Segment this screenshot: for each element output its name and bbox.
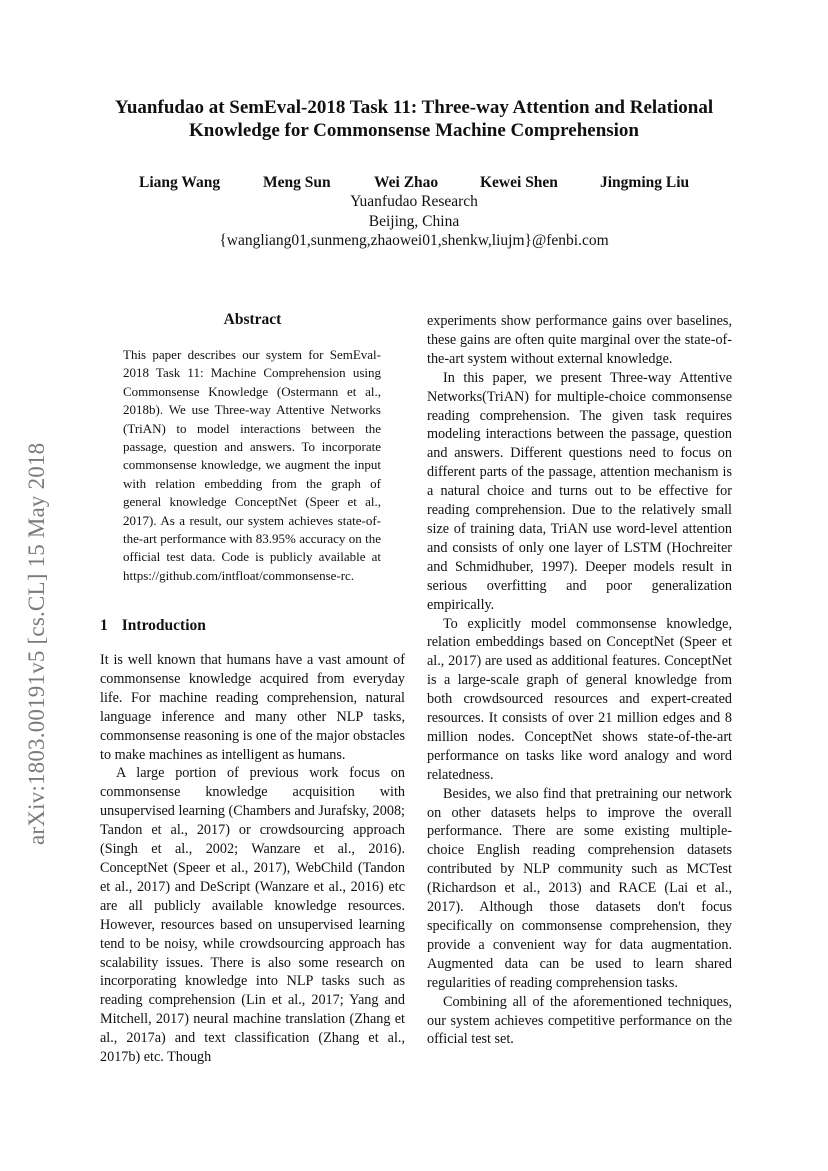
- paragraph: It is well known that humans have a vast amount of commonsense knowledge acquired from everyday life. For machine reading comprehension, natural language inference and many other NLP tasks, commonsense reasoning is one of the major obstacles to make machines as intelligent as humans.: [100, 652, 405, 763]
- section-number: 1: [100, 617, 108, 634]
- section-heading: [100, 617, 206, 635]
- section-title: Introduction: [121, 617, 206, 634]
- author-name: Liang Wang: [139, 174, 221, 191]
- paragraph: To explicitly model commonsense knowledge, relation embeddings based on ConceptNet (Speer et al., 2017) are used as additional features. ConceptNet is a large-scale graph of general knowledge from both crowdsourced resources and expert-created resources. It consists of over 21 million edges and 8 million nodes. ConceptNet shows state-of-the-art performance on tasks like word analogy and word relatedness.: [427, 615, 732, 783]
- paragraph: Combining all of the aforementioned techniques, our system achieves competitive performance on the official test set.: [427, 993, 732, 1048]
- author-name: Wei Zhao: [374, 174, 439, 191]
- title-line-1: Yuanfudao at SemEval-2018 Task 11: Three-way Attention and Relational: [114, 97, 714, 118]
- location: Beijing, China: [368, 213, 460, 230]
- paragraph: In this paper, we present Three-way Attentive Networks(TriAN) for multiple-choice commonsense reading comprehension. The given task requires modeling interactions between the passage, question and answers. Different questions need to focus on different parts of the passage, attention mechanism is a natural choice and turns out to be effective for reading comprehension. Due to the relatively small size of training data, TriAN use word-level attention and consists of only one layer of LSTM (Hochreiter and Schmidhuber, 1997). Deeper models result in serious overfitting and poor generalization empirically.: [427, 369, 732, 613]
- author-name: Kewei Shen: [480, 174, 558, 191]
- paper-title: [0, 96, 828, 142]
- author-name: Meng Sun: [263, 174, 331, 191]
- paragraph: A large portion of previous work focus on commonsense knowledge acquisition with unsupervised learning (Chambers and Jurafsky, 2008; Tandon et al., 2017) or crowdsourcing approach (Singh et al., 2002; Wanzare et al., 2016). ConceptNet (Speer et al., 2017), WebChild (Tandon et al., 2017) and DeScript (Wanzare et al., 2016) etc are all publicly available knowledge resources. However, resources based on unsupervised learning tend to be noisy, while crowdsourcing approach has scalability issues. There is also some research on incorporating knowledge into NLP tasks such as reading comprehension (Lin et al., 2017; Yang and Mitchell, 2017) neural machine translation (Zhang et al., 2017a) and text classification (Zhang et al., 2017b) etc. Though: [100, 765, 405, 1066]
- title-line-2: Knowledge for Commonsense Machine Comprehension: [188, 120, 640, 141]
- left-column: [100, 651, 405, 1067]
- abstract-body: This paper describes our system for SemEval-2018 Task 11: Machine Comprehension using Commonsense Knowledge (Ostermann et al., 2018b). We use Three-way Attentive Networks (TriAN) to model interactions between the passage, question and answers. To incorporate commonsense knowledge, we augment the input with relation embedding from the graph of general knowledge ConceptNet (Speer et al., 2017). As a result, our system achieves state-of-the-art performance with 83.95% accuracy on the official test data. Code is publicly available at https://github.com/intfloat/commonsense-rc.: [123, 347, 381, 583]
- author-name: Jingming Liu: [600, 174, 690, 191]
- paragraph: Besides, we also find that pretraining our network on other datasets helps to improve the overall performance. There are some existing multiple-choice English reading comprehension datasets contributed by NLP community such as MCTest (Richardson et al., 2013) and RACE (Lai et al., 2017). Although those datasets don't focus specifically on commonsense comprehension, they provide a convenient way for data augmentation. Augmented data can be used to learn shared regularities of reading comprehension tasks.: [427, 785, 732, 991]
- affiliation: Yuanfudao Research: [350, 193, 478, 210]
- email: {wangliang01,sunmeng,zhaowei01,shenkw,liujm}@fenbi.com: [219, 232, 609, 249]
- paragraph: experiments show performance gains over baselines, these gains are often quite marginal over the state-of-the-art system without external knowledge.: [427, 313, 732, 367]
- arxiv-identifier: arXiv:1803.00191v5 [cs.CL] 15 May 2018: [24, 442, 49, 845]
- right-column: [427, 312, 732, 1049]
- abstract-heading: Abstract: [223, 311, 282, 328]
